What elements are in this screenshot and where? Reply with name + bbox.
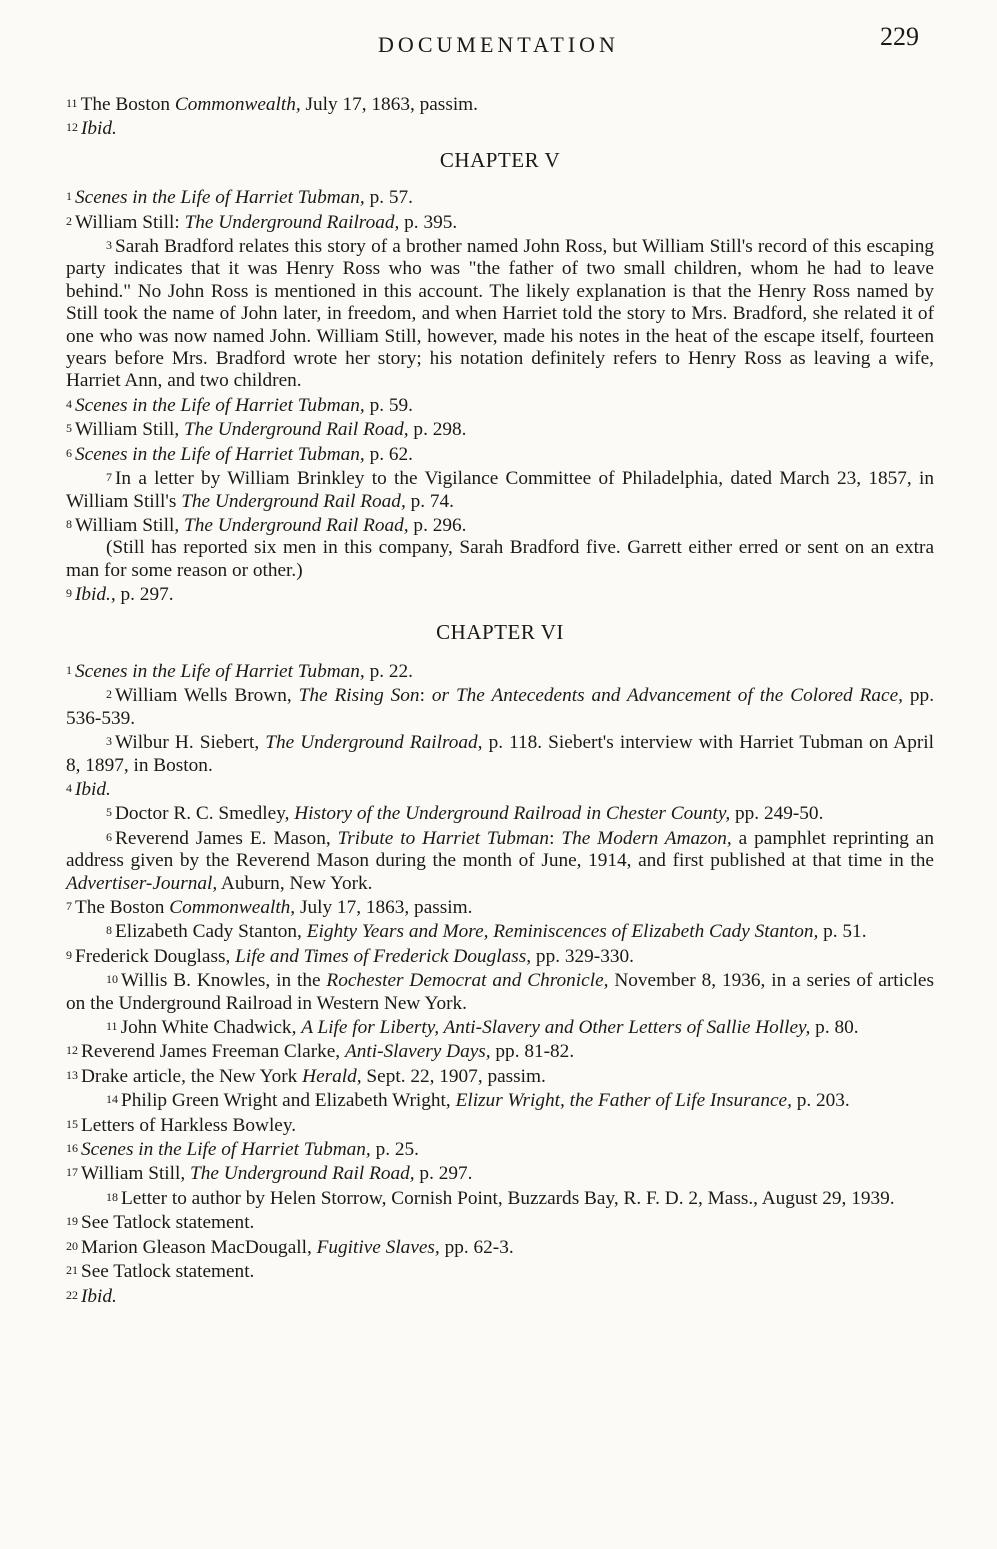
note-number: 15 xyxy=(66,1116,78,1131)
note-text: p. 298. xyxy=(408,419,467,441)
note-text: a pamphlet reprinting an address given by the Reverend Mason during the month of June, 1914, and first published at that time in the xyxy=(66,827,934,872)
note-number: 5 xyxy=(106,805,112,820)
page-number: 229 xyxy=(880,22,919,51)
note-text: p. 57. xyxy=(364,187,413,209)
title-italic: Advertiser-Journal, xyxy=(66,872,218,894)
footnote xyxy=(66,1064,934,1088)
note-number: 19 xyxy=(66,1214,78,1229)
title-italic: The Underground Railroad, xyxy=(184,211,400,233)
note-text: p. 25. xyxy=(370,1139,419,1161)
note-number: 1 xyxy=(66,189,72,204)
note-number: 1 xyxy=(66,662,72,677)
note-text: pp. 536-539. xyxy=(66,685,935,729)
footnote xyxy=(66,659,934,683)
note-text: p. 395. xyxy=(399,211,458,233)
note-text: November 8, 1936, in a series of articles on the Underground Railroad in Western New York. xyxy=(66,970,934,1014)
note-text: Drake article, the New York xyxy=(81,1065,303,1087)
note-text: p. 203. xyxy=(791,1090,850,1112)
note-number: 3 xyxy=(106,734,112,749)
title-italic: Ibid. xyxy=(81,1285,117,1307)
footnote xyxy=(66,210,934,234)
note-text: William Still, xyxy=(75,514,185,536)
note-text: See Tatlock statement. xyxy=(81,1261,255,1283)
note-text: p. 80. xyxy=(810,1017,859,1039)
note-text: Reverend James Freeman Clarke, xyxy=(81,1041,345,1063)
footnote xyxy=(66,513,934,537)
footnote xyxy=(66,417,934,441)
footnote xyxy=(66,1259,934,1283)
note-text: p. 62. xyxy=(364,443,413,465)
footnote xyxy=(66,537,934,582)
footnote xyxy=(66,442,934,466)
footnote xyxy=(66,944,934,968)
footnote xyxy=(66,1113,934,1137)
footnote xyxy=(66,801,934,825)
note-number: 17 xyxy=(66,1165,78,1180)
title-italic: The Underground Railroad, xyxy=(265,732,483,754)
title-italic: or The Antecedents and Advancement of the Colored Race, xyxy=(431,685,903,707)
note-text: Sept. 22, 1907, passim. xyxy=(361,1065,546,1087)
note-text: Letter to author by Helen Storrow, Cornish Point, Buzzards Bay, R. F. D. 2, Mass., August 29, 1939. xyxy=(121,1187,895,1209)
note-text: Philip Green Wright and Elizabeth Wright, xyxy=(121,1090,456,1112)
note-text: p. 297. xyxy=(414,1163,473,1185)
footnote xyxy=(66,895,934,919)
chapter-vi-notes xyxy=(66,659,934,1308)
note-text: William Still: xyxy=(75,211,185,233)
note-text: p. 22. xyxy=(364,660,413,682)
note-text: Auburn, New York. xyxy=(217,872,373,894)
note-text: Willis B. Knowles, in the xyxy=(121,970,327,992)
title-italic: Life and Times of Frederick Douglass, xyxy=(235,945,532,967)
footnote xyxy=(66,919,934,943)
title-italic: The Underground Rail Road, xyxy=(184,419,409,441)
note-number: 22 xyxy=(66,1287,78,1302)
note-number: 6 xyxy=(106,829,112,844)
footnote xyxy=(66,826,934,895)
title-italic: Eighty Years and More, Reminiscences of Elizabeth Cady Stanton, xyxy=(306,921,819,943)
title-italic: History of the Underground Railroad in Chester County, xyxy=(294,803,731,825)
note-text: Letters of Harkless Bowley. xyxy=(81,1114,297,1136)
title-italic: Ibid., xyxy=(75,584,116,606)
footnote xyxy=(66,1210,934,1234)
footnote xyxy=(66,1235,934,1259)
chapter-v-heading: CHAPTER V xyxy=(439,147,561,172)
title-italic: The Rising Son xyxy=(298,685,420,707)
title-italic: Tribute to Harriet Tubman xyxy=(337,827,550,849)
note-number: 16 xyxy=(66,1141,78,1156)
footnote xyxy=(66,777,934,801)
title-italic: Fugitive Slaves, xyxy=(316,1236,440,1258)
footnote xyxy=(66,1088,934,1112)
footnote xyxy=(66,582,934,606)
note-text: William Still, xyxy=(75,419,185,441)
note-number: 11 xyxy=(66,96,78,110)
title-italic: Ibid. xyxy=(75,778,111,800)
note-number: 20 xyxy=(66,1238,78,1253)
title-italic: Scenes in the Life of Harriet Tubman, xyxy=(75,187,365,209)
note-number: 12 xyxy=(66,120,78,135)
note-number: 13 xyxy=(66,1067,78,1082)
note-number: 7 xyxy=(106,470,112,485)
note-text: p. 51. xyxy=(818,921,867,943)
note-number: 8 xyxy=(66,516,72,531)
note-text: Marion Gleason MacDougall, xyxy=(81,1236,317,1258)
note-text: (Still has reported six men in this company, Sarah Bradford five. Garrett either erred or sent on an extra man for some reason or other.) xyxy=(66,537,934,581)
footnote xyxy=(66,1284,934,1308)
note-number: 3 xyxy=(106,238,112,253)
footnote xyxy=(66,683,934,730)
note-text: p. 59. xyxy=(364,394,413,416)
note-text: Elizabeth Cady Stanton, xyxy=(115,921,307,943)
footnote xyxy=(66,968,934,1015)
note-text: The Boston xyxy=(75,897,170,918)
note-text: William Wells Brown, xyxy=(115,685,299,707)
note-text: : xyxy=(419,685,432,707)
title-italic: Scenes in the Life of Harriet Tubman, xyxy=(75,660,365,682)
title-italic: The Underground Rail Road, xyxy=(184,514,409,536)
note-text: Frederick Douglass, xyxy=(75,945,236,967)
note-number: 6 xyxy=(66,445,72,460)
note-text: See Tatlock statement. xyxy=(81,1212,255,1234)
note-number: 21 xyxy=(66,1263,78,1278)
footnote xyxy=(66,466,934,513)
footnote xyxy=(66,1161,934,1185)
title-italic: Scenes in the Life of Harriet Tubman, xyxy=(75,394,365,416)
note-text: Doctor R. C. Smedley, xyxy=(115,803,295,825)
note-text: Wilbur H. Siebert, xyxy=(115,732,266,754)
title-italic: Herald, xyxy=(302,1065,362,1087)
note-text: pp. 62-3. xyxy=(439,1236,514,1258)
note-text: July 17, 1863, passim. xyxy=(295,897,473,918)
note-text: pp. 329-330. xyxy=(531,945,634,967)
note-number: 14 xyxy=(106,1092,118,1107)
footnote xyxy=(66,185,934,209)
running-title: DOCUMENTATION xyxy=(378,32,619,57)
note-number: 12 xyxy=(66,1043,78,1058)
note-number: 7 xyxy=(66,899,72,913)
title-italic: Elizur Wright, the Father of Life Insurance, xyxy=(455,1090,792,1112)
note-text: p. 296. xyxy=(408,514,467,536)
note-number: 18 xyxy=(106,1189,118,1204)
note-text: Sarah Bradford relates this story of a brother named John Ross, but William Still's record of this escaping party indicates that it was Henry Ross who was "the father of two small children, whom he had to leave behind." No John Ross is mentioned in this account. The likely explanation is that the Henry Ross named by Still took the name of John later, in freedom, and when Harriet told the story to Mrs. Bradford, she related it of one who was now named John. William Still, however, made his notes in the heat of the escape itself, fourteen years before Mrs. Bradford wrote her story; his notation definitely refers to Henry Ross as leaving a wife, Harriet Ann, and two children. xyxy=(66,236,934,392)
title-italic: Scenes in the Life of Harriet Tubman, xyxy=(75,443,365,465)
note-number: 11 xyxy=(106,1019,118,1034)
footnote xyxy=(66,393,934,417)
note-text: In a letter by William Brinkley to the Vigilance Committee of Philadelphia, dated March 23, 1857, in William Still's xyxy=(66,468,934,512)
note-pre-1: $^{11}$ The Boston Commonwealth, July 17, 1863, passim. xyxy=(66,94,478,115)
footnote xyxy=(66,1039,934,1063)
note-text: William Still, xyxy=(81,1163,191,1185)
chapter-vi-heading: CHAPTER VI xyxy=(436,619,564,644)
note-text: pp. 249-50. xyxy=(730,803,824,825)
note-number: 2 xyxy=(106,687,112,702)
footnote xyxy=(66,234,934,393)
note-number: 2 xyxy=(66,213,72,228)
note-number: 8 xyxy=(106,923,112,938)
chapter-v-notes xyxy=(66,185,934,606)
title-italic: A Life for Liberty, Anti-Slavery and Other Letters of Sallie Holley, xyxy=(301,1017,811,1039)
title-italic: The Underground Rail Road, xyxy=(181,490,406,512)
title-italic: Commonwealth, xyxy=(169,897,296,918)
note-text: : xyxy=(549,827,562,849)
note-text: p. 118. Siebert's interview with Harriet Tubman on April 8, 1897, in Boston. xyxy=(66,732,935,776)
note-number: 9 xyxy=(66,947,72,962)
note-text: p. 297. xyxy=(115,584,174,606)
note-number: 4 xyxy=(66,780,72,795)
title-italic: Rochester Democrat and Chronicle, xyxy=(326,970,609,992)
note-text: John White Chadwick, xyxy=(120,1017,302,1039)
footnote xyxy=(66,1015,934,1039)
footnote xyxy=(66,1186,934,1210)
note-text: pp. 81-82. xyxy=(490,1041,575,1063)
title-italic: Scenes in the Life of Harriet Tubman, xyxy=(81,1139,371,1161)
notes-body xyxy=(66,92,934,1308)
footnote xyxy=(66,1137,934,1161)
note-text: p. 74. xyxy=(405,490,454,512)
note-number: 9 xyxy=(66,586,72,601)
notes-pre xyxy=(66,92,934,141)
title-italic: The Underground Rail Road, xyxy=(190,1163,415,1185)
note-pre-2: $^{12}$ Ibid. xyxy=(66,118,117,140)
footnote xyxy=(66,730,934,777)
note-text: Reverend James E. Mason, xyxy=(115,827,338,849)
note-number: 5 xyxy=(66,421,72,436)
note-number: 10 xyxy=(106,972,118,987)
title-italic: Anti-Slavery Days, xyxy=(344,1041,491,1063)
title-italic: The Modern Amazon, xyxy=(561,827,732,849)
note-number: 4 xyxy=(66,396,72,411)
